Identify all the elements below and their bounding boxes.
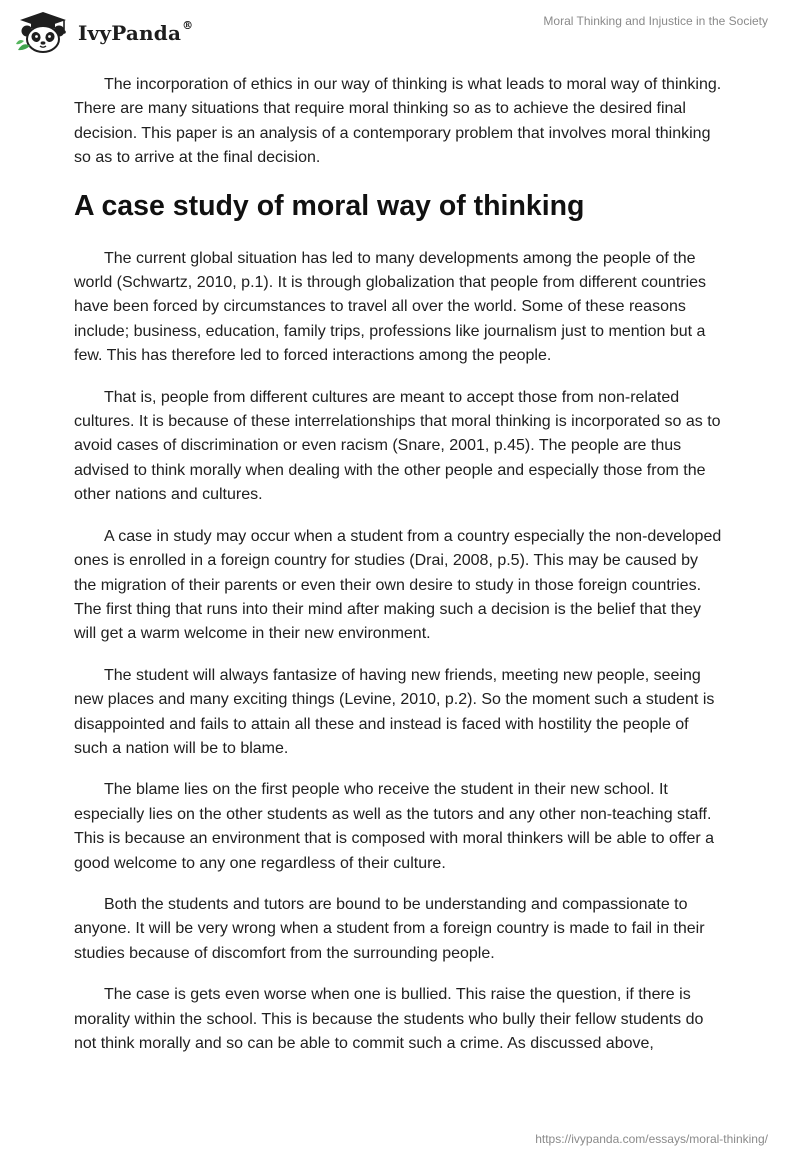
article-body — [74, 73, 724, 1073]
page-header — [0, 0, 800, 62]
paragraph: The current global situation has led to many developments among the people of the world (Schwartz, 2010, p.1). It is through globalization that people from different countries have been forced by circumstances to travel all over the world. Some of these reasons include; business, education, family trips, professions like journalism just to mention but a few. This has therefore led to forced interactions among the people. — [74, 249, 707, 365]
section-heading: A case study of moral way of thinking — [74, 189, 585, 222]
brand-name: IvyPanda® — [78, 19, 194, 45]
essay-title: Moral Thinking and Injustice in the Society — [543, 14, 768, 28]
paragraph: The case is gets even worse when one is bullied. This raise the question, if there is morality within the school. This is because the students who bully their fellow students do not think morally and so can be able to commit such a crime. As discussed above, — [74, 986, 704, 1052]
paragraph: The blame lies on the first people who receive the student in their new school. It especially lies on the other students as well as the tutors and any other non-teaching staff. This is because an environment that is composed with moral thinkers will be able to offer a good welcome to any one regardless of their culture. — [74, 781, 715, 872]
paragraph: The student will always fantasize of having new friends, meeting new people, seeing new places and many exciting things (Levine, 2010, p.2). So the moment such a student is disappointed and fails to attain all these and instead is faced with hostility the people of such a nation will be to blame. — [74, 666, 715, 757]
paragraph: A case in study may occur when a student from a country especially the non-developed ones is enrolled in a foreign country for studies (Drai, 2008, p.5). This may be caused by the migration of their parents or even their own desire to study in those foreign countries. The first thing that runs into their mind after making such a decision is the belief that they will get a warm welcome in their new environment. — [74, 527, 722, 643]
ivypanda-logo[interactable] — [14, 10, 193, 54]
paragraph: Both the students and tutors are bound to be understanding and compassionate to anyone. It will be very wrong when a student from a foreign country is made to fail in their studies because of discomfort from the surrounding people. — [74, 895, 705, 962]
source-url[interactable]: https://ivypanda.com/essays/moral-thinking/ — [535, 1132, 768, 1146]
paragraph: That is, people from different cultures are meant to accept those from non-related cultures. It is because of these interrelationships that moral thinking is incorporated so as to avoid cases of discrimination or even racism (Snare, 2001, p.45). The people are thus advised to think morally when dealing with the other people and especially those from the other nations and cultures. — [74, 388, 721, 504]
panda-graduate-icon — [14, 10, 72, 54]
intro-paragraph: The incorporation of ethics in our way of thinking is what leads to moral way of thinking. There are many situations that require moral thinking so as to achieve the desired final decision. This paper is an analysis of a contemporary problem that involves moral thinking so as to arrive at the final decision. — [74, 76, 722, 167]
registered-mark: ® — [182, 19, 194, 33]
